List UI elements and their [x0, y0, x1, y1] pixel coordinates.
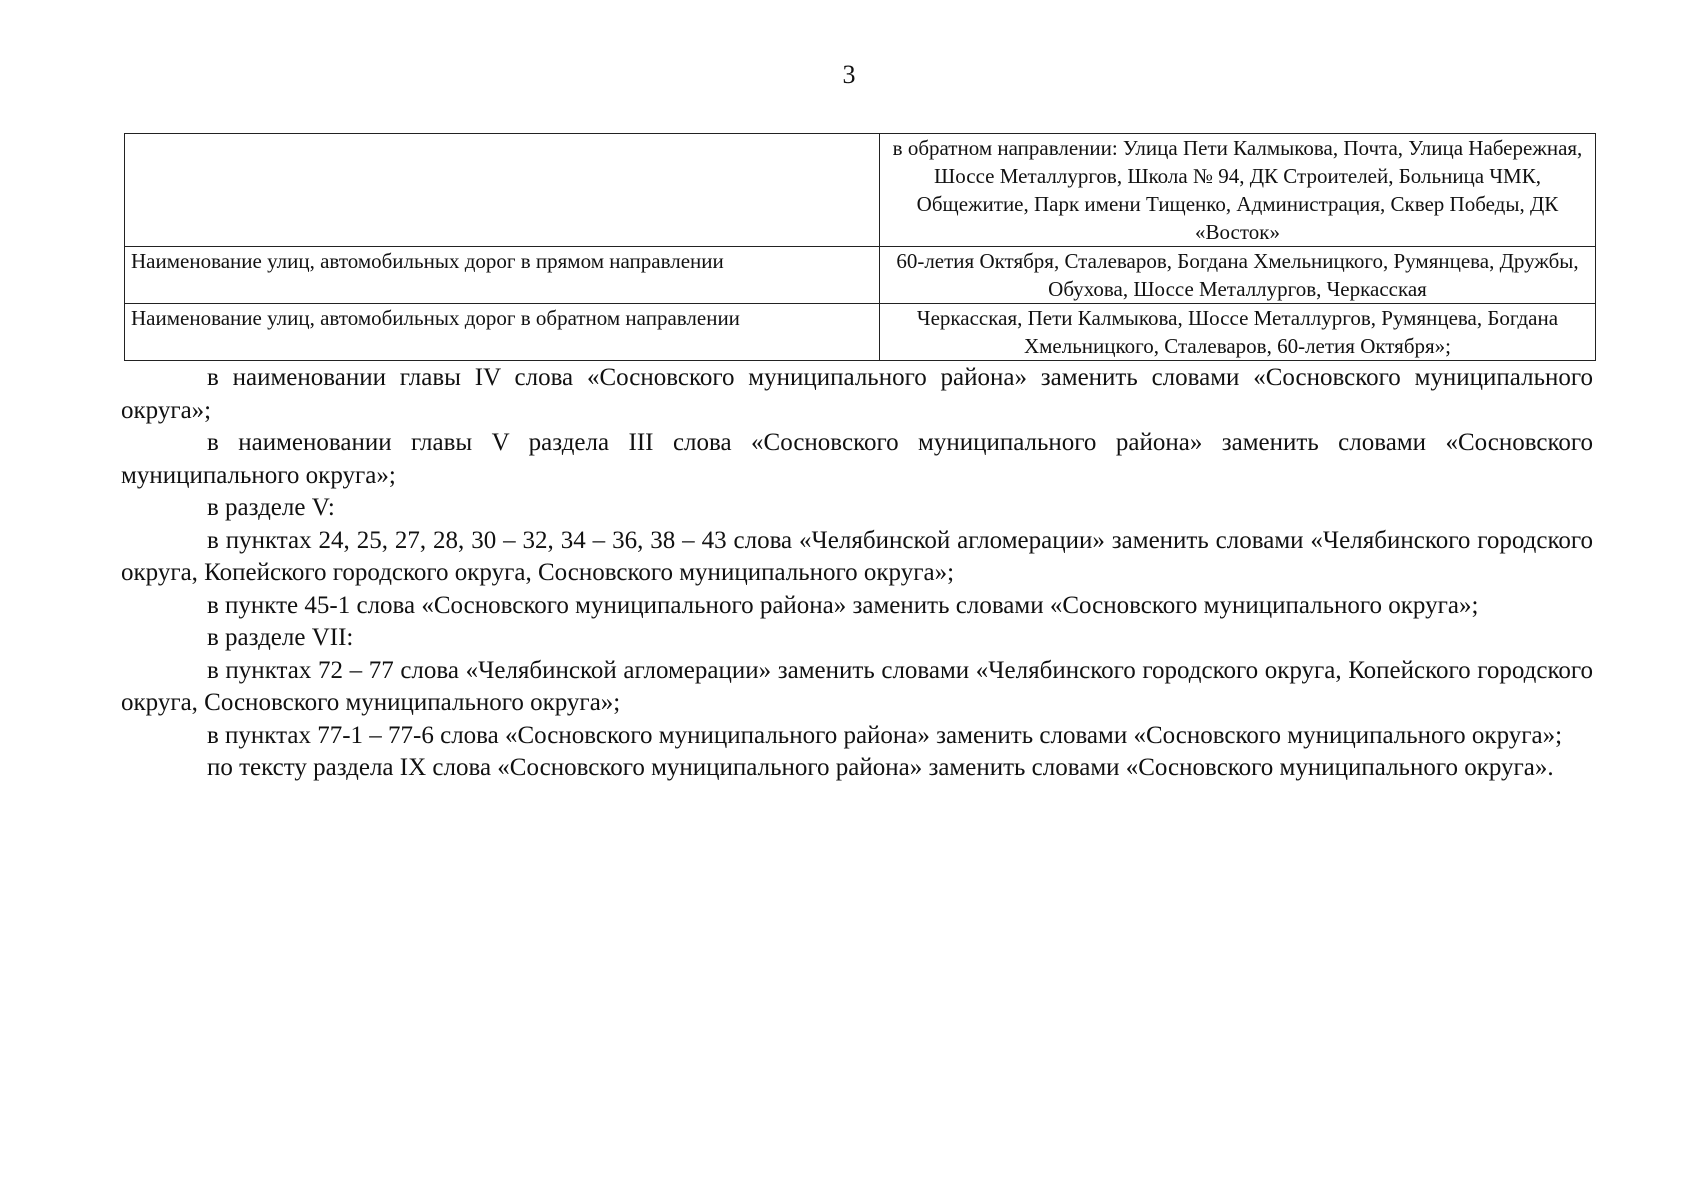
route-table: [124, 133, 1596, 361]
paragraph: в пунктах 72 – 77 слова «Челябинской агломерации» заменить словами «Челябинского городского округа, Копейского городского округа, Сосновского муниципального округа»;: [121, 656, 1593, 716]
table-row: [125, 134, 1596, 247]
table-cell-value: Черкасская, Пети Калмыкова, Шоссе Металлургов, Румянцева, Богдана Хмельницкого, Сталеваров, 60-летия Октября»;: [880, 304, 1596, 361]
paragraph: в пунктах 24, 25, 27, 28, 30 – 32, 34 – 36, 38 – 43 слова «Челябинской агломерации» заменить словами «Челябинского городского округа, Копейского городского округа, Сосновского муниципального округа»;: [121, 526, 1593, 586]
paragraph: в наименовании главы V раздела III слова «Сосновского муниципального района» заменить словами «Сосновского муниципального округа»;: [121, 429, 1593, 489]
paragraph: по тексту раздела IX слова «Сосновского муниципального района» заменить словами «Сосновского муниципального округа».: [207, 754, 1554, 781]
table-cell-value: 60-летия Октября, Сталеваров, Богдана Хмельницкого, Румянцева, Дружбы, Обухова, Шоссе Металлургов, Черкасская: [880, 247, 1596, 304]
table-cell-value: в обратном направлении: Улица Пети Калмыкова, Почта, Улица Набережная, Шоссе Металлургов, Школа № 94, ДК Строителей, Больница ЧМК, Общежитие, Парк имени Тищенко, Администрация, Сквер Победы, ДК «Восток»: [880, 134, 1596, 247]
table-row: [125, 247, 1596, 304]
paragraph: в разделе VII:: [207, 624, 354, 651]
paragraph: в пунктах 77-1 – 77-6 слова «Сосновского муниципального района» заменить словами «Сосновского муниципального округа»;: [207, 721, 1563, 749]
table-cell-label: Наименование улиц, автомобильных дорог в обратном направлении: [125, 304, 880, 361]
table-cell-label: [125, 134, 880, 247]
table-row: [125, 304, 1596, 361]
paragraph: в наименовании главы IV слова «Сосновского муниципального района» заменить словами «Сосновского муниципального округа»;: [121, 364, 1593, 424]
paragraph: в разделе V:: [207, 494, 335, 521]
page-number: 3: [842, 60, 856, 89]
document-body: [121, 362, 1593, 785]
table-cell-label: Наименование улиц, автомобильных дорог в прямом направлении: [125, 247, 880, 304]
paragraph: в пункте 45-1 слова «Сосновского муниципального района» заменить словами «Сосновского муниципального округа»;: [207, 591, 1479, 619]
